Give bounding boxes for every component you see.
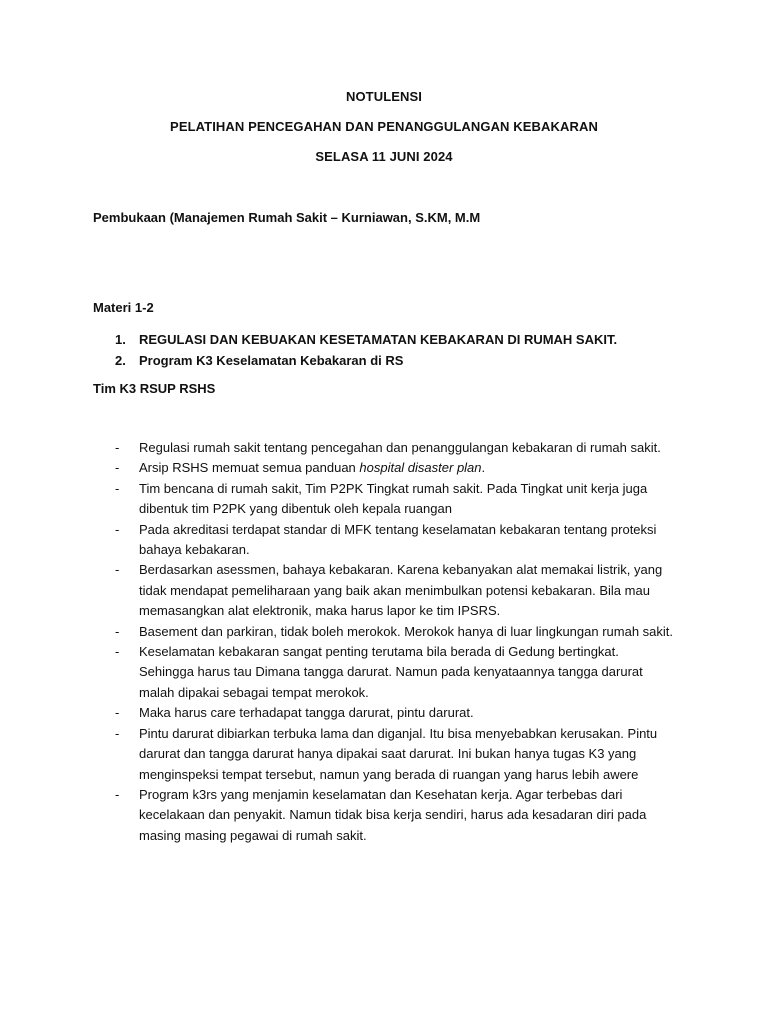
materi-item: 2. Program K3 Keselamatan Kebakaran di RS: [115, 353, 404, 368]
bullet-dash: -: [115, 725, 120, 741]
bullet-dash: -: [115, 705, 120, 721]
team-heading: Tim K3 RSUP RSHS: [93, 381, 216, 396]
materi-heading: Materi 1-2: [93, 300, 154, 315]
bullet-dash: -: [115, 460, 120, 476]
bullet-dash: -: [115, 440, 120, 455]
list-item: - Pintu darurat dibiarkan terbuka lama dan diganjal. Itu bisa menyebabkan kerusakan. Pintu darurat dan tangga darurat hanya dipakai saat darurat. Ini bukan hanya tugas K3 yang menginspeksi tempat tersebut, namun yang berada di ruangan yang harus lebih awere: [115, 725, 658, 782]
list-item: - Maka harus care terhadapat tangga darurat, pintu darurat.: [115, 703, 675, 723]
bullet-dash: -: [115, 521, 120, 537]
notes-list: [115, 438, 675, 846]
bullet-dash: -: [115, 623, 120, 639]
list-item: - Basement dan parkiran, tidak boleh merokok. Merokok hanya di luar lingkungan rumah sakit.: [115, 622, 675, 642]
document-date: SELASA 11 JUNI 2024: [315, 149, 453, 164]
bullet-dash: -: [115, 480, 120, 496]
bullet-dash: -: [115, 644, 120, 660]
bullet-dash: -: [115, 562, 120, 578]
list-item: - Berdasarkan asessmen, bahaya kebakaran. Karena kebanyakan alat memakai listrik, yang tidak mendapat pemeliharaan yang baik akan menimbulkan potensi kebakaran. Bila mau memasangkan alat elektronik, maka harus lapor ke tim IPSRS.: [115, 562, 663, 619]
list-item: - Program k3rs yang menjamin keselamatan dan Kesehatan kerja. Agar terbebas dari kecelakaan dan penyakit. Namun tidak bisa kerja sendiri, harus ada kesadaran diri pada masing masing pegawai di rumah sakit.: [115, 786, 647, 843]
list-item: - Arsip RSHS memuat semua panduan hospital disaster plan.: [115, 458, 675, 478]
bullet-dash: -: [115, 786, 120, 802]
opening-line: Pembukaan (Manajemen Rumah Sakit – Kurniawan, S.KM, M.M: [93, 210, 481, 225]
list-item: - Regulasi rumah sakit tentang pencegahan dan penanggulangan kebakaran di rumah sakit.: [115, 438, 675, 458]
list-item: - Keselamatan kebakaran sangat penting terutama bila berada di Gedung bertingkat. Sehingga harus tau Dimana tangga darurat. Namun pada kenyataannya tangga darurat malah dipakai sebagai tempat merokok.: [115, 644, 643, 700]
document-title: NOTULENSI: [345, 89, 422, 104]
list-item: - Pada akreditasi terdapat standar di MFK tentang keselamatan kebakaran tentang proteksi bahaya kebakaran.: [115, 521, 657, 558]
materi-list: [93, 330, 617, 372]
list-item: - Tim bencana di rumah sakit, Tim P2PK Tingkat rumah sakit. Pada Tingkat unit kerja juga dibentuk tim P2PK yang dibentuk oleh kepala ruangan: [115, 480, 648, 517]
document-subtitle: PELATIHAN PENCEGAHAN DAN PENANGGULANGAN KEBAKARAN: [170, 119, 598, 134]
materi-item: 1. REGULASI DAN KEBUAKAN KESETAMATAN KEBAKARAN DI RUMAH SAKIT.: [115, 332, 618, 347]
